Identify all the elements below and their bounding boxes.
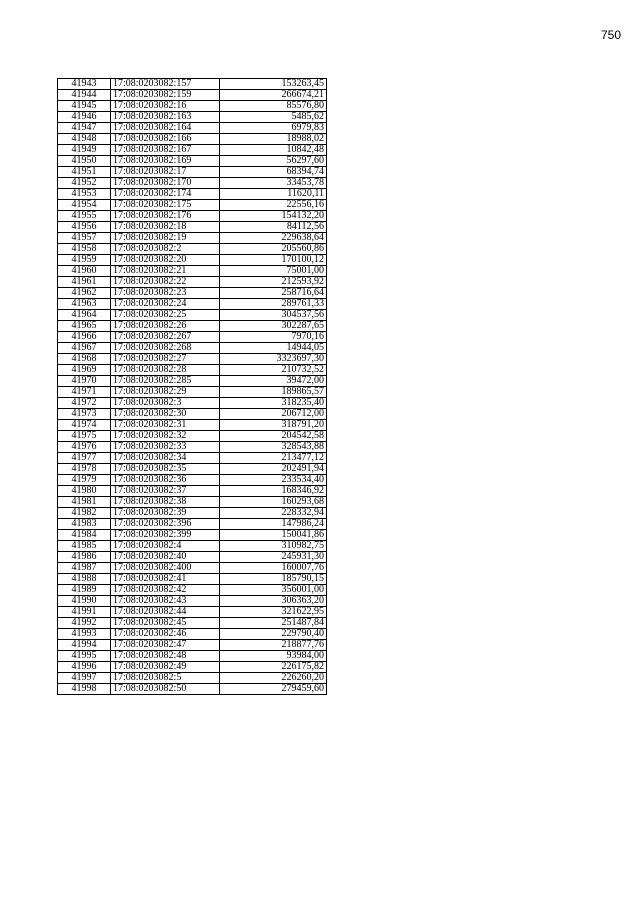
row-number-cell: 41994 (58, 640, 111, 651)
cadastral-number-cell: 17:08:0203082:175 (111, 200, 220, 211)
data-table (57, 78, 327, 695)
table-row (58, 112, 327, 123)
value-cell: 206712,00 (220, 409, 327, 420)
row-number-cell: 41956 (58, 222, 111, 233)
cadastral-number-cell: 17:08:0203082:46 (111, 629, 220, 640)
cadastral-number-cell: 17:08:0203082:157 (111, 79, 220, 90)
table-row (58, 200, 327, 211)
cadastral-number-cell: 17:08:0203082:176 (111, 211, 220, 222)
cadastral-number-cell: 17:08:0203082:400 (111, 563, 220, 574)
row-number-cell: 41983 (58, 519, 111, 530)
row-number-cell: 41973 (58, 409, 111, 420)
value-cell: 266674,21 (220, 90, 327, 101)
cadastral-number-cell: 17:08:0203082:34 (111, 453, 220, 464)
cadastral-number-cell: 17:08:0203082:170 (111, 178, 220, 189)
table-row (58, 387, 327, 398)
table-row (58, 255, 327, 266)
row-number-cell: 41988 (58, 574, 111, 585)
table-row (58, 640, 327, 651)
table-row (58, 167, 327, 178)
row-number-cell: 41975 (58, 431, 111, 442)
value-cell: 245931,30 (220, 552, 327, 563)
cadastral-number-cell: 17:08:0203082:49 (111, 662, 220, 673)
row-number-cell: 41970 (58, 376, 111, 387)
table-row (58, 684, 327, 695)
value-cell: 22556,16 (220, 200, 327, 211)
value-cell: 202491,94 (220, 464, 327, 475)
row-number-cell: 41947 (58, 123, 111, 134)
value-cell: 229638,64 (220, 233, 327, 244)
value-cell: 318235,40 (220, 398, 327, 409)
table-row (58, 222, 327, 233)
value-cell: 321622,95 (220, 607, 327, 618)
value-cell: 310982,75 (220, 541, 327, 552)
table-row (58, 299, 327, 310)
table-row (58, 552, 327, 563)
row-number-cell: 41987 (58, 563, 111, 574)
row-number-cell: 41971 (58, 387, 111, 398)
row-number-cell: 41963 (58, 299, 111, 310)
value-cell: 189865,57 (220, 387, 327, 398)
value-cell: 185790,15 (220, 574, 327, 585)
table-body (58, 79, 327, 695)
table-row (58, 673, 327, 684)
table-row (58, 310, 327, 321)
cadastral-number-cell: 17:08:0203082:50 (111, 684, 220, 695)
value-cell: 170100,12 (220, 255, 327, 266)
cadastral-number-cell: 17:08:0203082:399 (111, 530, 220, 541)
table-row (58, 376, 327, 387)
value-cell: 233534,40 (220, 475, 327, 486)
value-cell: 154132,20 (220, 211, 327, 222)
table-row (58, 365, 327, 376)
value-cell: 6979,83 (220, 123, 327, 134)
row-number-cell: 41954 (58, 200, 111, 211)
cadastral-number-cell: 17:08:0203082:35 (111, 464, 220, 475)
value-cell: 68394,74 (220, 167, 327, 178)
table-row (58, 266, 327, 277)
value-cell: 3323697,30 (220, 354, 327, 365)
row-number-cell: 41985 (58, 541, 111, 552)
row-number-cell: 41979 (58, 475, 111, 486)
cadastral-number-cell: 17:08:0203082:42 (111, 585, 220, 596)
cadastral-number-cell: 17:08:0203082:18 (111, 222, 220, 233)
cadastral-number-cell: 17:08:0203082:43 (111, 596, 220, 607)
row-number-cell: 41946 (58, 112, 111, 123)
row-number-cell: 41957 (58, 233, 111, 244)
row-number-cell: 41965 (58, 321, 111, 332)
row-number-cell: 41951 (58, 167, 111, 178)
row-number-cell: 41980 (58, 486, 111, 497)
table-row (58, 442, 327, 453)
table-row (58, 409, 327, 420)
row-number-cell: 41958 (58, 244, 111, 255)
cadastral-number-cell: 17:08:0203082:48 (111, 651, 220, 662)
cadastral-number-cell: 17:08:0203082:159 (111, 90, 220, 101)
cadastral-number-cell: 17:08:0203082:16 (111, 101, 220, 112)
cadastral-number-cell: 17:08:0203082:17 (111, 167, 220, 178)
value-cell: 5485,62 (220, 112, 327, 123)
cadastral-number-cell: 17:08:0203082:19 (111, 233, 220, 244)
cadastral-number-cell: 17:08:0203082:22 (111, 277, 220, 288)
value-cell: 168346,92 (220, 486, 327, 497)
row-number-cell: 41945 (58, 101, 111, 112)
table-row (58, 563, 327, 574)
row-number-cell: 41982 (58, 508, 111, 519)
cadastral-number-cell: 17:08:0203082:44 (111, 607, 220, 618)
value-cell: 160293,68 (220, 497, 327, 508)
value-cell: 18988,02 (220, 134, 327, 145)
cadastral-number-cell: 17:08:0203082:36 (111, 475, 220, 486)
row-number-cell: 41990 (58, 596, 111, 607)
cadastral-number-cell: 17:08:0203082:4 (111, 541, 220, 552)
cadastral-number-cell: 17:08:0203082:29 (111, 387, 220, 398)
cadastral-number-cell: 17:08:0203082:2 (111, 244, 220, 255)
table-row (58, 651, 327, 662)
value-cell: 302287,65 (220, 321, 327, 332)
cadastral-number-cell: 17:08:0203082:268 (111, 343, 220, 354)
row-number-cell: 41998 (58, 684, 111, 695)
table-row (58, 398, 327, 409)
table-row (58, 288, 327, 299)
value-cell: 210732,52 (220, 365, 327, 376)
row-number-cell: 41972 (58, 398, 111, 409)
table-row (58, 134, 327, 145)
value-cell: 226175,82 (220, 662, 327, 673)
cadastral-number-cell: 17:08:0203082:47 (111, 640, 220, 651)
value-cell: 93984,00 (220, 651, 327, 662)
cadastral-number-cell: 17:08:0203082:38 (111, 497, 220, 508)
table-row (58, 343, 327, 354)
row-number-cell: 41960 (58, 266, 111, 277)
value-cell: 318791,20 (220, 420, 327, 431)
table-row (58, 662, 327, 673)
row-number-cell: 41961 (58, 277, 111, 288)
table-row (58, 178, 327, 189)
value-cell: 39472,00 (220, 376, 327, 387)
page-number: 750 (600, 28, 621, 42)
cadastral-number-cell: 17:08:0203082:163 (111, 112, 220, 123)
row-number-cell: 41952 (58, 178, 111, 189)
table-row (58, 145, 327, 156)
table-row (58, 420, 327, 431)
table-row (58, 585, 327, 596)
table-row (58, 541, 327, 552)
table-row (58, 574, 327, 585)
table-row (58, 189, 327, 200)
table-row (58, 629, 327, 640)
value-cell: 33453,78 (220, 178, 327, 189)
row-number-cell: 41955 (58, 211, 111, 222)
table-row (58, 519, 327, 530)
row-number-cell: 41997 (58, 673, 111, 684)
cadastral-number-cell: 17:08:0203082:166 (111, 134, 220, 145)
table-row (58, 453, 327, 464)
row-number-cell: 41996 (58, 662, 111, 673)
row-number-cell: 41966 (58, 332, 111, 343)
table-row (58, 332, 327, 343)
value-cell: 84112,56 (220, 222, 327, 233)
table-row (58, 211, 327, 222)
table-row (58, 233, 327, 244)
row-number-cell: 41995 (58, 651, 111, 662)
row-number-cell: 41968 (58, 354, 111, 365)
value-cell: 328543,88 (220, 442, 327, 453)
cadastral-number-cell: 17:08:0203082:37 (111, 486, 220, 497)
row-number-cell: 41989 (58, 585, 111, 596)
value-cell: 279459,60 (220, 684, 327, 695)
value-cell: 56297,60 (220, 156, 327, 167)
cadastral-number-cell: 17:08:0203082:26 (111, 321, 220, 332)
value-cell: 160007,76 (220, 563, 327, 574)
row-number-cell: 41981 (58, 497, 111, 508)
table-row (58, 475, 327, 486)
table-row (58, 530, 327, 541)
cadastral-number-cell: 17:08:0203082:3 (111, 398, 220, 409)
cadastral-number-cell: 17:08:0203082:167 (111, 145, 220, 156)
table-row (58, 431, 327, 442)
cadastral-number-cell: 17:08:0203082:27 (111, 354, 220, 365)
value-cell: 304537,56 (220, 310, 327, 321)
value-cell: 205560,86 (220, 244, 327, 255)
cadastral-number-cell: 17:08:0203082:30 (111, 409, 220, 420)
value-cell: 147986,24 (220, 519, 327, 530)
cadastral-number-cell: 17:08:0203082:32 (111, 431, 220, 442)
table-row (58, 596, 327, 607)
cadastral-number-cell: 17:08:0203082:31 (111, 420, 220, 431)
value-cell: 11620,11 (220, 189, 327, 200)
value-cell: 229790,40 (220, 629, 327, 640)
table-row (58, 497, 327, 508)
table-row (58, 486, 327, 497)
cadastral-number-cell: 17:08:0203082:285 (111, 376, 220, 387)
value-cell: 306363,20 (220, 596, 327, 607)
value-cell: 75001,00 (220, 266, 327, 277)
value-cell: 85576,80 (220, 101, 327, 112)
value-cell: 212593,92 (220, 277, 327, 288)
cadastral-number-cell: 17:08:0203082:20 (111, 255, 220, 266)
value-cell: 356001,00 (220, 585, 327, 596)
value-cell: 10842,48 (220, 145, 327, 156)
cadastral-number-cell: 17:08:0203082:40 (111, 552, 220, 563)
cadastral-number-cell: 17:08:0203082:164 (111, 123, 220, 134)
row-number-cell: 41978 (58, 464, 111, 475)
table-row (58, 277, 327, 288)
cadastral-number-cell: 17:08:0203082:174 (111, 189, 220, 200)
cadastral-number-cell: 17:08:0203082:5 (111, 673, 220, 684)
value-cell: 14944,05 (220, 343, 327, 354)
row-number-cell: 41953 (58, 189, 111, 200)
value-cell: 204542,58 (220, 431, 327, 442)
value-cell: 226260,20 (220, 673, 327, 684)
cadastral-number-cell: 17:08:0203082:23 (111, 288, 220, 299)
row-number-cell: 41964 (58, 310, 111, 321)
row-number-cell: 41974 (58, 420, 111, 431)
table-row (58, 90, 327, 101)
value-cell: 228332,94 (220, 508, 327, 519)
table-row (58, 354, 327, 365)
table-row (58, 618, 327, 629)
table-row (58, 79, 327, 90)
value-cell: 289761,33 (220, 299, 327, 310)
row-number-cell: 41967 (58, 343, 111, 354)
table-row (58, 508, 327, 519)
row-number-cell: 41977 (58, 453, 111, 464)
cadastral-number-cell: 17:08:0203082:267 (111, 332, 220, 343)
cadastral-number-cell: 17:08:0203082:396 (111, 519, 220, 530)
cadastral-number-cell: 17:08:0203082:39 (111, 508, 220, 519)
cadastral-number-cell: 17:08:0203082:45 (111, 618, 220, 629)
table-row (58, 607, 327, 618)
row-number-cell: 41944 (58, 90, 111, 101)
row-number-cell: 41992 (58, 618, 111, 629)
row-number-cell: 41969 (58, 365, 111, 376)
value-cell: 213477,12 (220, 453, 327, 464)
row-number-cell: 41976 (58, 442, 111, 453)
cadastral-number-cell: 17:08:0203082:41 (111, 574, 220, 585)
value-cell: 251487,84 (220, 618, 327, 629)
value-cell: 153263,45 (220, 79, 327, 90)
row-number-cell: 41950 (58, 156, 111, 167)
table-row (58, 123, 327, 134)
row-number-cell: 41986 (58, 552, 111, 563)
row-number-cell: 41962 (58, 288, 111, 299)
table-row (58, 101, 327, 112)
table-row (58, 244, 327, 255)
row-number-cell: 41984 (58, 530, 111, 541)
row-number-cell: 41948 (58, 134, 111, 145)
cadastral-number-cell: 17:08:0203082:24 (111, 299, 220, 310)
table-row (58, 464, 327, 475)
cadastral-number-cell: 17:08:0203082:28 (111, 365, 220, 376)
cadastral-number-cell: 17:08:0203082:21 (111, 266, 220, 277)
cadastral-number-cell: 17:08:0203082:33 (111, 442, 220, 453)
row-number-cell: 41949 (58, 145, 111, 156)
row-number-cell: 41943 (58, 79, 111, 90)
value-cell: 258716,64 (220, 288, 327, 299)
value-cell: 150041,86 (220, 530, 327, 541)
row-number-cell: 41991 (58, 607, 111, 618)
table-row (58, 156, 327, 167)
row-number-cell: 41959 (58, 255, 111, 266)
value-cell: 218877,76 (220, 640, 327, 651)
cadastral-number-cell: 17:08:0203082:169 (111, 156, 220, 167)
row-number-cell: 41993 (58, 629, 111, 640)
cadastral-number-cell: 17:08:0203082:25 (111, 310, 220, 321)
table-row (58, 321, 327, 332)
value-cell: 7970,16 (220, 332, 327, 343)
